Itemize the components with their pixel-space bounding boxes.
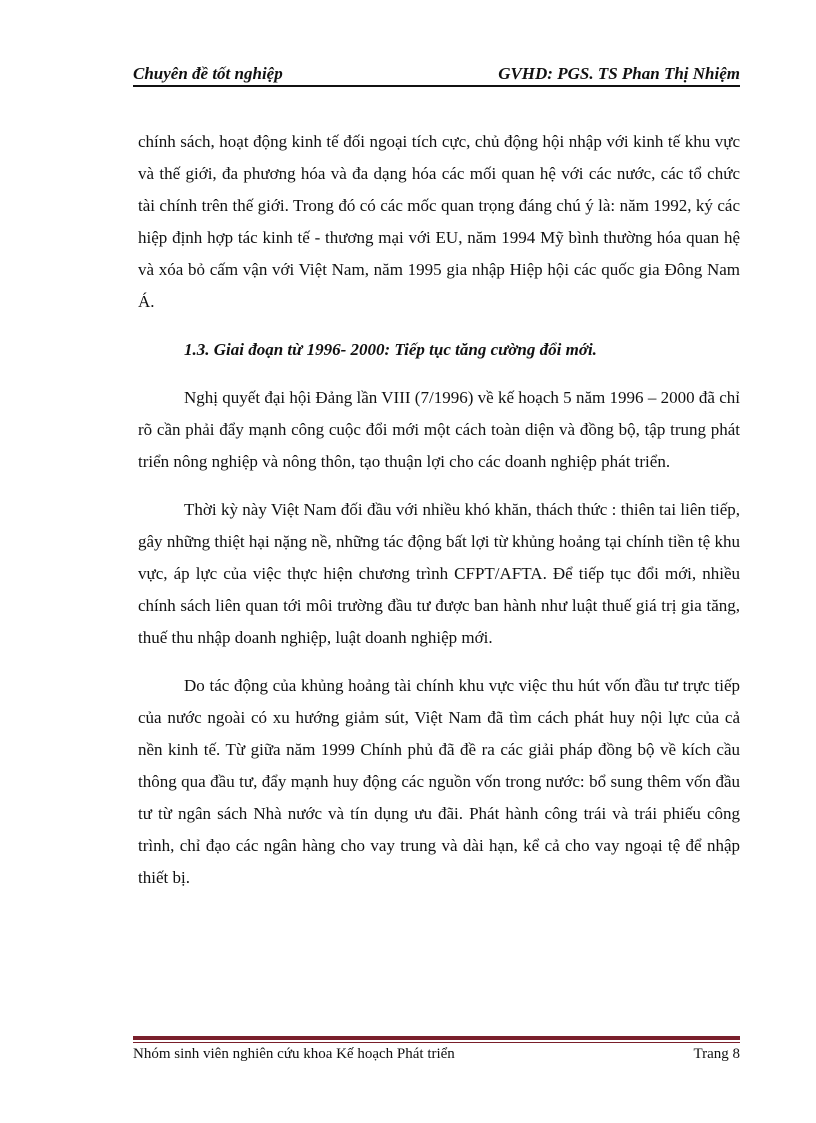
section-heading: 1.3. Giai đoạn từ 1996- 2000: Tiếp tục tăng cường đổi mới. [184, 340, 597, 359]
page-footer [133, 1046, 740, 1063]
header-course-title: Chuyên đề tốt nghiệp [133, 64, 283, 83]
document-body [138, 126, 740, 894]
footer-divider-thick [133, 1036, 740, 1040]
header-advisor: GVHD: PGS. TS Phan Thị Nhiệm [498, 64, 740, 83]
paragraph-party-resolution: Nghị quyết đại hội Đảng lần VIII (7/1996) về kế hoạch 5 năm 1996 – 2000 đã chỉ rõ cần phải đẩy mạnh công cuộc đổi mới một cách toàn diện và đồng bộ, tập trung phát triển nông nghiệp và nông thôn, tạo thuận lợi cho các doanh nghiệp phát triển. [138, 388, 740, 471]
page-header [133, 60, 740, 84]
footer-group-name: Nhóm sinh viên nghiên cứu khoa Kế hoạch Phát triển [133, 1046, 455, 1062]
footer-divider-thin [133, 1042, 740, 1043]
paragraph-challenges: Thời kỳ này Việt Nam đối đầu với nhiều khó khăn, thách thức : thiên tai liên tiếp, gây những thiệt hại nặng nề, những tác động bất lợi từ khủng hoảng tại chính tiền tệ khu vực, áp lực của việc thực hiện chương trình CFPT/AFTA. Để tiếp tục đổi mới, nhiều chính sách liên quan tới môi trường đầu tư được ban hành như luật thuế giá trị gia tăng, thuế thu nhập doanh nghiệp, luật doanh nghiệp mới. [138, 500, 740, 647]
header-divider [133, 85, 740, 87]
page-number: Trang 8 [693, 1046, 740, 1062]
paragraph-continuation: chính sách, hoạt động kinh tế đối ngoại tích cực, chủ động hội nhập với kinh tế khu vực và thế giới, đa phương hóa và đa dạng hóa các mối quan hệ với các nước, các tổ chức tài chính trên thế giới. Trong đó có các mốc quan trọng đáng chú ý là: năm 1992, ký các hiệp định hợp tác kinh tế - thương mại với EU, năm 1994 Mỹ bình thường hóa quan hệ và xóa bỏ cấm vận với Việt Nam, năm 1995 gia nhập Hiệp hội các quốc gia Đông Nam Á. [138, 132, 740, 311]
paragraph-crisis-response: Do tác động của khủng hoảng tài chính khu vực việc thu hút vốn đầu tư trực tiếp của nước ngoài có xu hướng giảm sút, Việt Nam đã tìm cách phát huy nội lực của cả nền kinh tế. Từ giữa năm 1999 Chính phủ đã đề ra các giải pháp đồng bộ về kích cầu thông qua đầu tư, đẩy mạnh huy động các nguồn vốn trong nước: bổ sung thêm vốn đầu tư từ ngân sách Nhà nước và tín dụng ưu đãi. Phát hành công trái và trái phiếu công trình, chỉ đạo các ngân hàng cho vay trung và dài hạn, kể cả cho vay ngoại tệ để nhập thiết bị. [138, 676, 740, 887]
